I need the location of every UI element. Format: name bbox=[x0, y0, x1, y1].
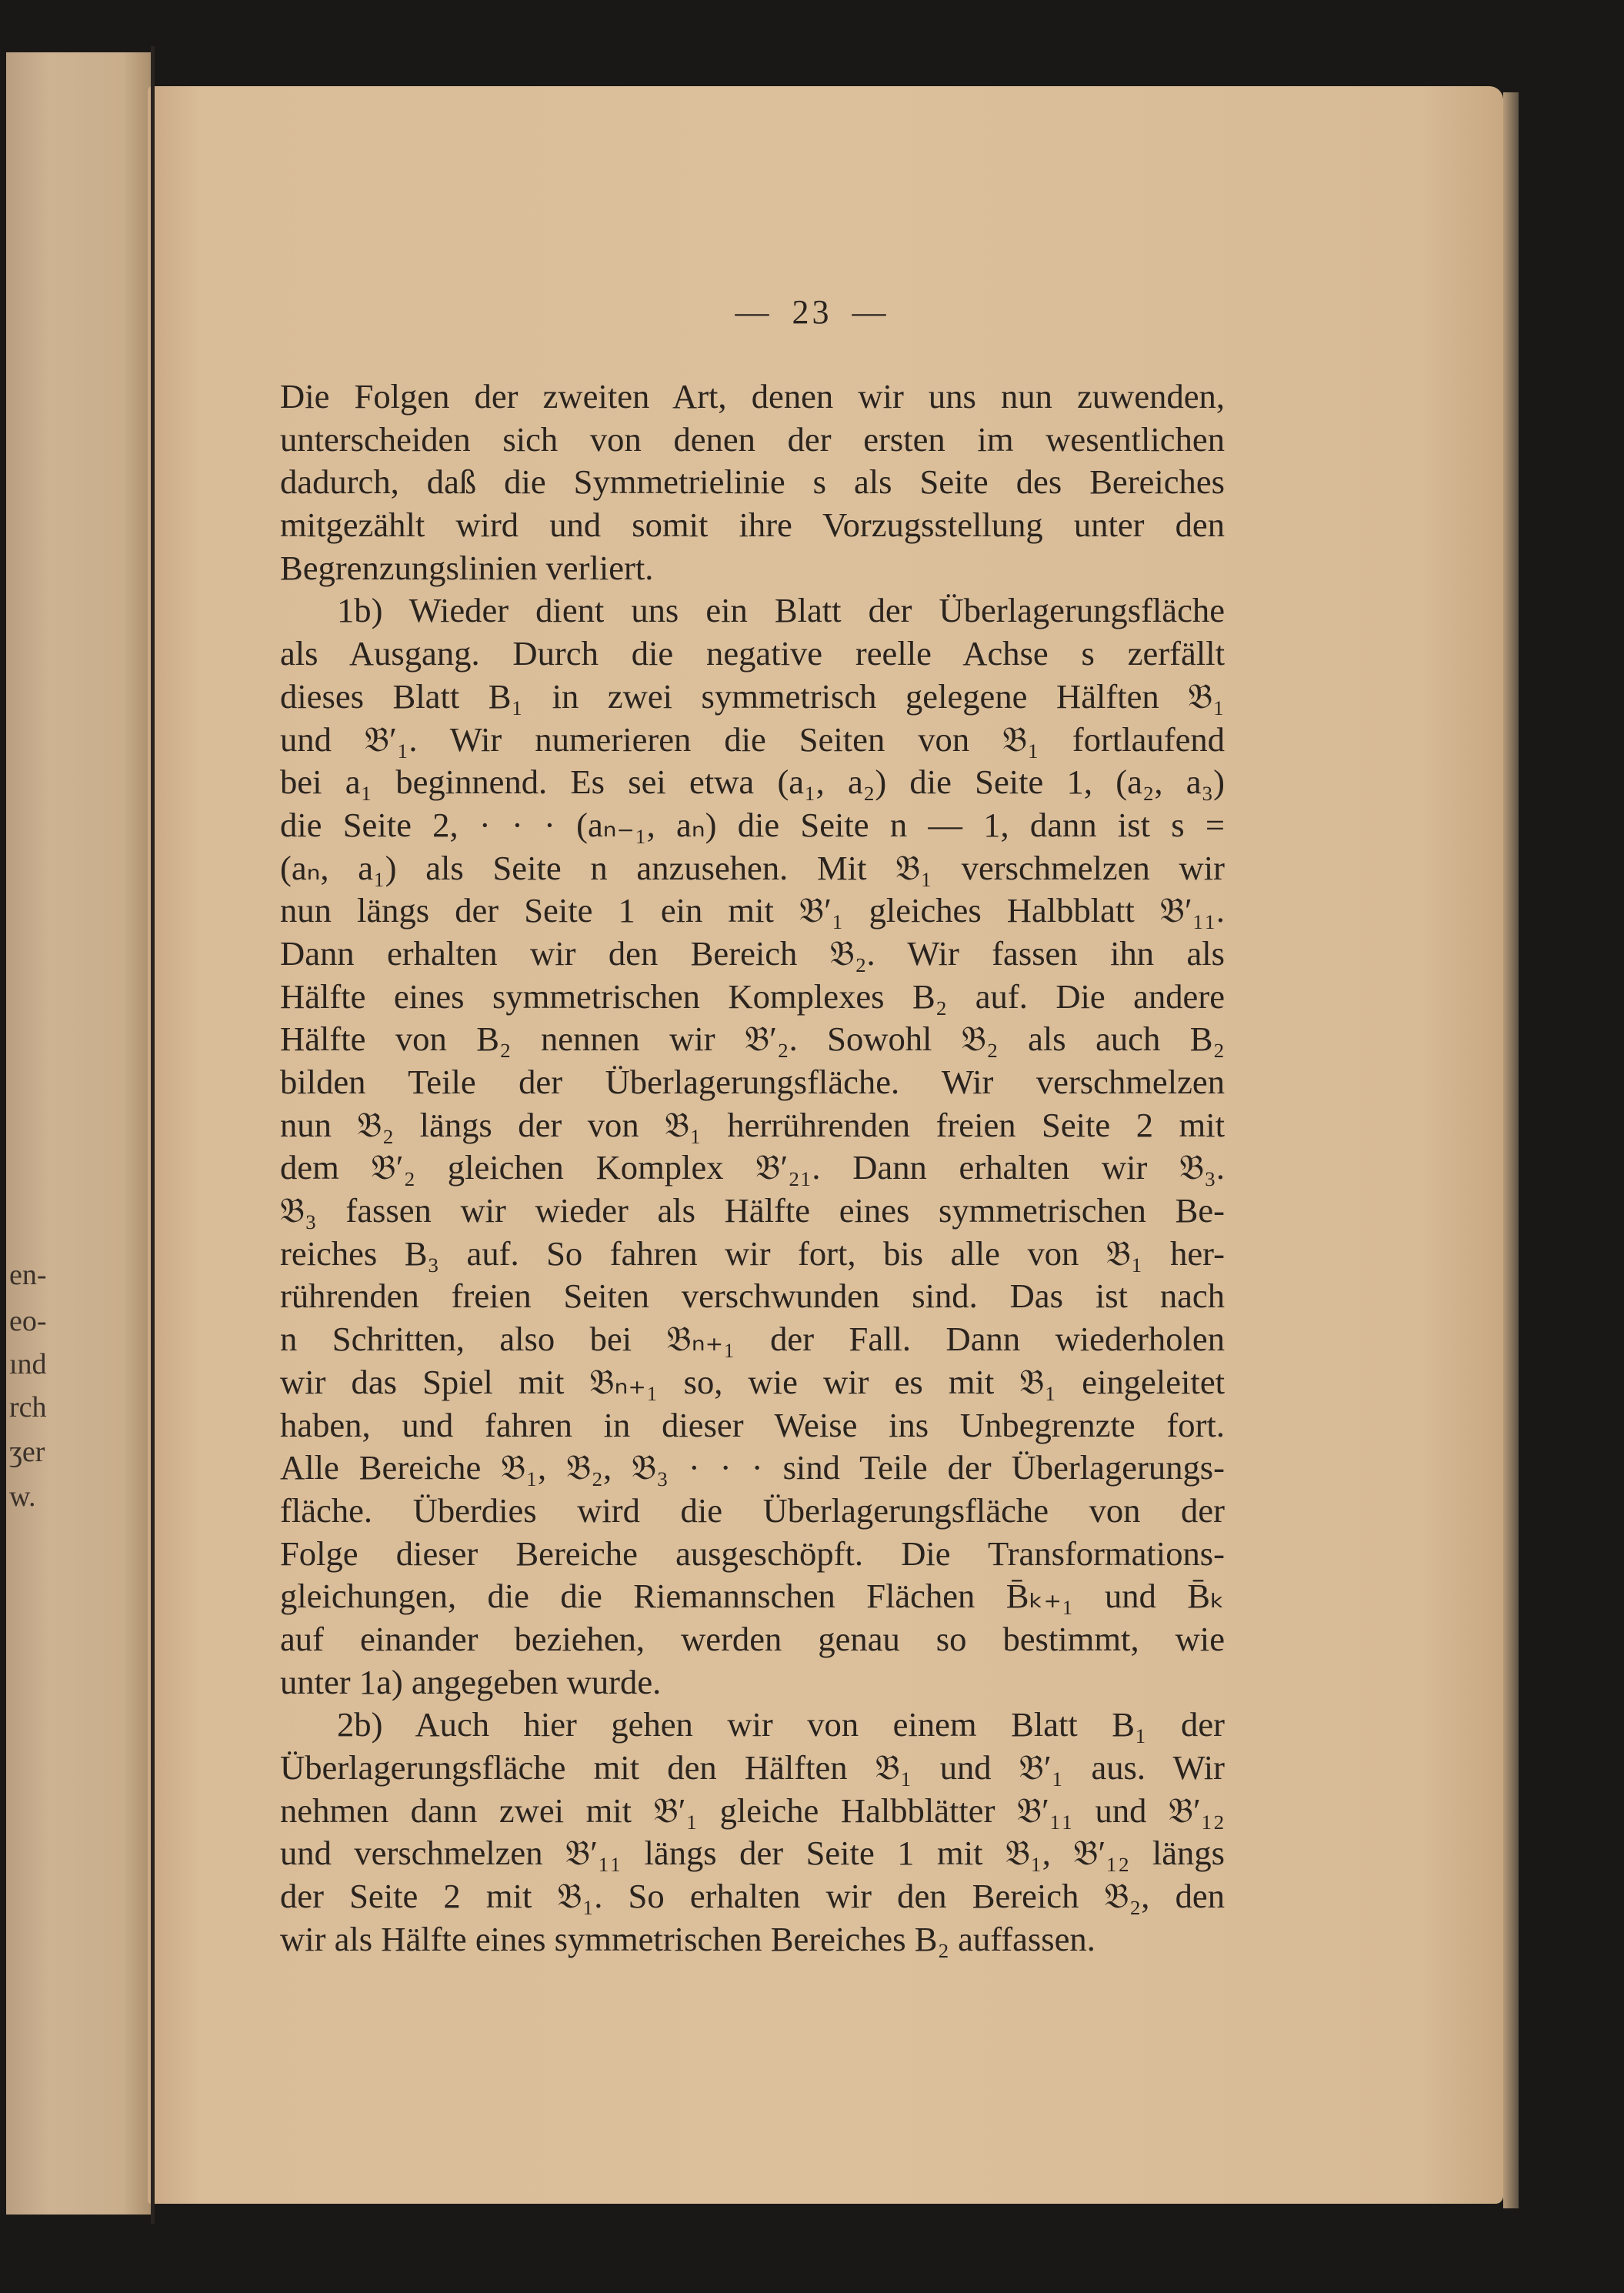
text-line: dadurch, daß die Symmetrielinie s als Seite des Bereiches bbox=[280, 462, 1225, 502]
previous-page-fragment: ʒer bbox=[9, 1436, 45, 1468]
previous-page-edge bbox=[6, 52, 152, 2215]
text-line: fläche. Überdies wird die Überlagerungsfläche von der bbox=[280, 1490, 1225, 1530]
text-line: reiches B₃ auf. So fahren wir fort, bis alle von 𝔅₁ her- bbox=[280, 1233, 1225, 1273]
body-text bbox=[280, 375, 1225, 1961]
previous-page-fragment: eo- bbox=[9, 1305, 47, 1337]
text-line: rührenden freien Seiten verschwunden sind. Das ist nach bbox=[280, 1277, 1225, 1316]
text-line: 2b) Auch hier gehen wir von einem Blatt B₁ der bbox=[337, 1705, 1225, 1744]
page-number-dash-right: — bbox=[852, 293, 889, 331]
text-line: bei a₁ beginnend. Es sei etwa (a₁, a₂) die Seite 1, (a₂, a₃) bbox=[280, 763, 1225, 802]
text-line: 1b) Wieder dient uns ein Blatt der Überlagerungsfläche bbox=[337, 591, 1225, 630]
text-line: Hälfte von B₂ nennen wir 𝔅′₂. Sowohl 𝔅₂ als auch B₂ bbox=[280, 1020, 1225, 1059]
text-line: n Schritten, also bei 𝔅ₙ₊₁ der Fall. Dann wiederholen bbox=[280, 1320, 1225, 1359]
book-gutter bbox=[151, 46, 155, 2224]
text-line: haben, und fahren in dieser Weise ins Unbegrenzte fort. bbox=[280, 1405, 1225, 1444]
text-line: wir das Spiel mit 𝔅ₙ₊₁ so, wie wir es mit 𝔅₁ eingeleitet bbox=[280, 1362, 1225, 1401]
text-line: Die Folgen der zweiten Art, denen wir uns nun zuwenden, bbox=[280, 377, 1225, 416]
page-number-dash-left: — bbox=[735, 293, 772, 331]
text-line: unter 1a) angegeben wurde. bbox=[280, 1662, 662, 1701]
text-line: dieses Blatt B₁ in zwei symmetrisch gelegene Hälften 𝔅₁ bbox=[280, 676, 1225, 716]
previous-page-fragment: ınd bbox=[9, 1348, 47, 1380]
text-line: nehmen dann zwei mit 𝔅′₁ gleiche Halbblätter 𝔅′₁₁ und 𝔅′₁₂ bbox=[280, 1791, 1225, 1830]
text-line: mitgezählt wird und somit ihre Vorzugsstellung unter den bbox=[280, 506, 1225, 545]
text-line: nun längs der Seite 1 ein mit 𝔅′₁ gleiches Halbblatt 𝔅′₁₁. bbox=[280, 891, 1225, 930]
text-line: nun 𝔅₂ längs der von 𝔅₁ herrührenden freien Seite 2 mit bbox=[280, 1105, 1225, 1144]
text-line: gleichungen, die die Riemannschen Flächen B̄ₖ₊₁ und B̄ₖ bbox=[280, 1577, 1225, 1616]
text-line: auf einander beziehen, werden genau so bestimmt, wie bbox=[280, 1619, 1225, 1658]
text-line: als Ausgang. Durch die negative reelle Achse s zerfällt bbox=[280, 634, 1225, 673]
page-number-value: 23 bbox=[792, 293, 832, 331]
text-line: Begrenzungslinien verliert. bbox=[280, 548, 654, 587]
text-line: Dann erhalten wir den Bereich 𝔅₂. Wir fassen ihn als bbox=[280, 933, 1225, 973]
text-line: der Seite 2 mit 𝔅₁. So erhalten wir den Bereich 𝔅₂, den bbox=[280, 1877, 1225, 1916]
previous-page-fragment: w. bbox=[9, 1480, 36, 1513]
text-line: 𝔅₃ fassen wir wieder als Hälfte eines symmetrischen Be- bbox=[280, 1191, 1225, 1230]
text-line: Überlagerungsfläche mit den Hälften 𝔅₁ und 𝔅′₁ aus. Wir bbox=[280, 1748, 1225, 1787]
text-line: Alle Bereiche 𝔅₁, 𝔅₂, 𝔅₃ · · · sind Teile der Überlagerungs- bbox=[280, 1448, 1225, 1487]
text-line: unterscheiden sich von denen der ersten im wesentlichen bbox=[280, 419, 1225, 459]
text-line: Hälfte eines symmetrischen Komplexes B₂ auf. Die andere bbox=[280, 976, 1225, 1016]
previous-page-fragment: rch bbox=[9, 1391, 47, 1424]
text-line: die Seite 2, · · · (aₙ₋₁, aₙ) die Seite n — 1, dann ist s = bbox=[280, 805, 1225, 844]
text-line: und 𝔅′₁. Wir numerieren die Seiten von 𝔅₁ fortlaufend bbox=[280, 719, 1225, 759]
text-line: (aₙ, a₁) als Seite n anzusehen. Mit 𝔅₁ verschmelzen wir bbox=[280, 848, 1225, 887]
text-line: dem 𝔅′₂ gleichen Komplex 𝔅′₂₁. Dann erhalten wir 𝔅₃. bbox=[280, 1148, 1225, 1187]
text-line: und verschmelzen 𝔅′₁₁ längs der Seite 1 mit 𝔅₁, 𝔅′₁₂ längs bbox=[280, 1834, 1225, 1873]
text-line: Folge dieser Bereiche ausgeschöpft. Die Transformations- bbox=[280, 1534, 1225, 1573]
text-line: wir als Hälfte eines symmetrischen Bereiches B₂ auffassen. bbox=[280, 1919, 1095, 1958]
page-number bbox=[0, 292, 1624, 332]
text-line: bilden Teile der Überlagerungsfläche. Wir verschmelzen bbox=[280, 1063, 1225, 1101]
page-right-edge bbox=[1503, 92, 1519, 2208]
previous-page-fragment: en- bbox=[9, 1259, 47, 1291]
